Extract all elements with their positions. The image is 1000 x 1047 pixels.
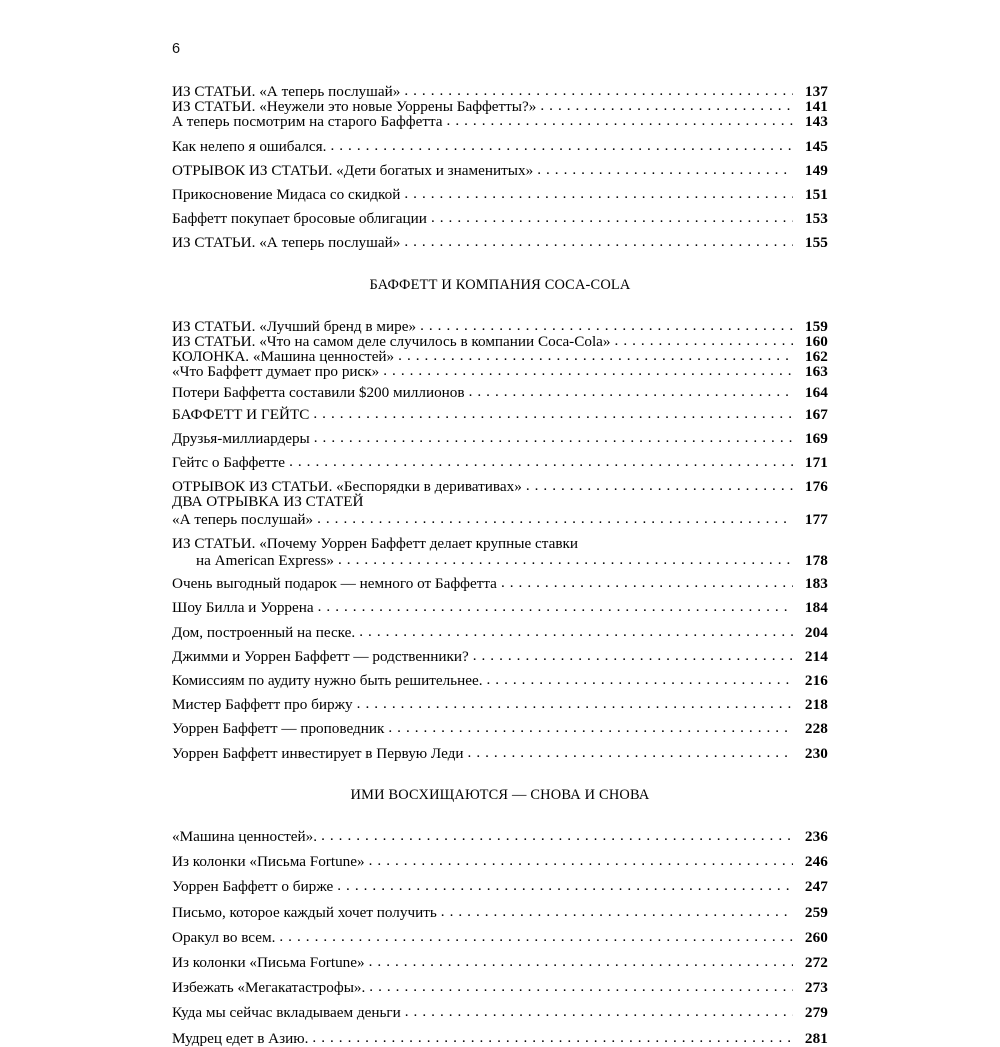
spacer [172, 804, 828, 829]
toc-entry[interactable] [172, 99, 828, 114]
toc-entry-page-number: 228 [804, 720, 828, 738]
toc-entry-title: ОТРЫВОК ИЗ СТАТЬИ. «Дети богатых и знаменитых» [172, 161, 534, 179]
toc-entry-page-number: 281 [804, 1029, 828, 1047]
toc-entry[interactable] [172, 673, 828, 688]
toc-entry-page-number: 143 [804, 113, 828, 131]
toc-entry[interactable] [172, 576, 828, 591]
toc-entry-title: «Машина ценностей». [172, 827, 318, 845]
toc-entry[interactable] [172, 879, 828, 894]
toc-leader-dots [337, 878, 793, 893]
toc-leader-dots [279, 929, 793, 944]
toc-entry-title: Джимми и Уоррен Баффетт — родственники? [172, 647, 469, 665]
toc-entry-page-number: 177 [804, 510, 828, 528]
toc-leader-dots [369, 979, 793, 994]
toc-entry-title: ИЗ СТАТЬИ. «Почему Уоррен Баффетт делает крупные ставки [172, 534, 579, 552]
toc-leader-dots [404, 83, 793, 98]
toc-entry-title: Друзья-миллиардеры [172, 429, 310, 447]
toc-leader-dots [431, 210, 793, 225]
toc-entry[interactable] [172, 980, 828, 995]
toc-entry-title: Мистер Баффетт про биржу [172, 696, 353, 714]
toc-entry-page-number: 159 [804, 317, 828, 335]
toc-section-heading: БАФФЕТТ И КОМПАНИЯ COCA-COLA [369, 276, 631, 293]
toc-leader-dots [469, 384, 793, 399]
toc-entry[interactable] [172, 407, 828, 422]
toc-entry-page-number: 162 [804, 348, 828, 366]
toc-entry-title: Уоррен Баффетт о бирже [172, 878, 334, 896]
toc-entry-page-number: 279 [804, 1004, 828, 1022]
toc-entry-title: Мудрец едет в Азию. [172, 1029, 309, 1047]
toc-entry-title: Баффетт покупает бросовые облигации [172, 210, 427, 228]
toc-entry-page-number: 145 [804, 137, 828, 155]
toc-entry[interactable] [172, 479, 828, 494]
toc-leader-dots [359, 624, 793, 639]
toc-entry[interactable] [172, 625, 828, 640]
toc-entry-page-number: 178 [804, 552, 828, 570]
toc-entry[interactable] [172, 553, 828, 568]
toc-leader-dots [318, 599, 793, 614]
toc-entry-page-number: 184 [804, 599, 828, 617]
toc-entry-page-number: 153 [804, 210, 828, 228]
toc-entry[interactable] [172, 494, 828, 509]
toc-leader-dots [526, 478, 793, 493]
toc-entry-page-number: 151 [804, 186, 828, 204]
toc-entry-title: Письмо, которое каждый хочет получить [172, 903, 437, 921]
toc-entry[interactable] [172, 385, 828, 400]
toc-entry-page-number: 176 [804, 478, 828, 496]
toc-entry-page-number: 236 [804, 827, 828, 845]
toc-group [172, 84, 828, 251]
toc-entry[interactable] [172, 854, 828, 869]
toc-entry-page-number: 216 [804, 672, 828, 690]
toc-entry[interactable] [172, 1031, 828, 1046]
toc-leader-dots [383, 363, 793, 378]
toc-leader-dots [330, 138, 793, 153]
toc-leader-dots [314, 430, 793, 445]
toc-entry-title: «Что Баффетт думает про риск» [172, 363, 380, 381]
toc-leader-dots [313, 406, 793, 421]
toc-entry[interactable] [172, 955, 828, 970]
toc-entry-title: Потери Баффетта составили $200 миллионов [172, 384, 465, 402]
toc-entry-title: Уоррен Баффетт инвестирует в Первую Леди [172, 744, 464, 762]
spacer [172, 761, 828, 787]
toc-entry-page-number: 137 [804, 83, 828, 100]
toc-entry[interactable] [172, 455, 828, 470]
toc-leader-dots [398, 348, 793, 363]
toc-leader-dots [321, 828, 793, 843]
toc-entry-page-number: 273 [804, 979, 828, 997]
toc-leader-dots [441, 904, 793, 919]
toc-entry[interactable] [172, 930, 828, 945]
toc-leader-dots [312, 1030, 793, 1045]
toc-group [172, 251, 828, 761]
toc-section-heading: ИМИ ВОСХИЩАЮТСЯ — СНОВА И СНОВА [350, 786, 650, 803]
toc-entry-title: Как нелепо я ошибался. [172, 137, 327, 155]
toc-entry[interactable] [172, 139, 828, 154]
toc-leader-dots [369, 954, 793, 969]
toc-entry-title: «А теперь послушай» [172, 510, 314, 528]
toc-entry[interactable] [172, 334, 828, 349]
toc-entry-page-number: 149 [804, 161, 828, 179]
toc-entry[interactable] [172, 187, 828, 202]
toc-entry-title: БАФФЕТТ И ГЕЙТС [172, 405, 310, 423]
spacer [172, 294, 828, 319]
toc-entry-title: Шоу Билла и Уоррена [172, 599, 314, 617]
toc-entry[interactable] [172, 829, 828, 844]
toc-entry-title: Прикосновение Мидаса со скидкой [172, 186, 401, 204]
toc-entry-title: ДВА ОТРЫВКА ИЗ СТАТЕЙ [172, 493, 364, 511]
toc-entry-title: Гейтс о Баффетте [172, 454, 286, 472]
toc-entry-title: ИЗ СТАТЬИ. «Неужели это новые Уоррены Баффетты?» [172, 98, 537, 116]
toc-leader-dots [473, 648, 793, 663]
toc-entry-page-number: 260 [804, 928, 828, 946]
toc-entry-page-number: 214 [804, 647, 828, 665]
toc-entry-title: Очень выгодный подарок — немного от Баффетта [172, 575, 497, 593]
toc-leader-dots [388, 720, 793, 735]
toc-entry-page-number: 155 [804, 234, 828, 252]
toc-entry-title: ИЗ СТАТЬИ. «Что на самом деле случилось в компании Coca-Cola» [172, 332, 611, 350]
toc-entry-page-number: 246 [804, 853, 828, 871]
toc-entry[interactable] [172, 163, 828, 178]
toc-entry-title: Из колонки «Письма Fortune» [172, 953, 365, 971]
toc-entry[interactable] [172, 697, 828, 712]
toc-entry-page-number: 171 [804, 454, 828, 472]
toc-entry[interactable] [172, 431, 828, 446]
toc-entry-title: ИЗ СТАТЬИ. «А теперь послушай» [172, 234, 401, 252]
toc-leader-dots [289, 454, 793, 469]
toc-entry-title: Оракул во всем. [172, 928, 276, 946]
toc-entry-page-number: 164 [804, 384, 828, 402]
toc-leader-dots [615, 333, 793, 348]
toc-leader-dots [338, 552, 793, 567]
toc-leader-dots [447, 113, 793, 128]
toc-entry-page-number: 230 [804, 744, 828, 762]
toc-entry[interactable] [172, 84, 828, 99]
toc-entry-title: на American Express» [196, 552, 335, 570]
toc-entry-title: ИЗ СТАТЬИ. «Лучший бренд в мире» [172, 317, 417, 335]
toc-leader-dots [404, 234, 793, 249]
toc-entry-title: Дом, построенный на песке. [172, 623, 356, 641]
toc-entry[interactable] [172, 600, 828, 615]
toc-entry[interactable] [172, 364, 828, 379]
toc-entry-page-number: 167 [804, 405, 828, 423]
toc-entry[interactable] [172, 349, 828, 364]
toc-entry[interactable] [172, 211, 828, 226]
toc-entry[interactable] [172, 319, 828, 334]
toc-leader-dots [468, 745, 793, 760]
toc-leader-dots [487, 672, 794, 687]
toc-group [172, 761, 828, 1046]
toc-entry-page-number: 183 [804, 575, 828, 593]
toc-entry-title: А теперь посмотрим на старого Баффетта [172, 113, 443, 131]
toc-entry[interactable] [172, 114, 828, 129]
toc-entry[interactable] [172, 746, 828, 761]
toc-leader-dots [404, 186, 793, 201]
toc-entry-title: Уоррен Баффетт — проповедник [172, 720, 385, 738]
toc-entry-title: ИЗ СТАТЬИ. «А теперь послушай» [172, 83, 401, 100]
table-of-contents [172, 84, 828, 1046]
toc-leader-dots [405, 1004, 793, 1019]
toc-leader-dots [501, 575, 793, 590]
toc-entry-title: Комиссиям по аудиту нужно быть решительнее. [172, 672, 483, 690]
toc-leader-dots [537, 162, 793, 177]
toc-entry-page-number: 141 [804, 98, 828, 116]
toc-leader-dots [357, 696, 793, 711]
toc-entry[interactable] [172, 1005, 828, 1020]
toc-entry-page-number: 163 [804, 363, 828, 381]
toc-leader-dots [540, 98, 793, 113]
toc-entry-title: КОЛОНКА. «Машина ценностей» [172, 348, 395, 366]
toc-leader-dots [369, 853, 793, 868]
toc-entry[interactable] [172, 905, 828, 920]
toc-entry-title: Избежать «Мегакатастрофы». [172, 979, 366, 997]
toc-entry[interactable] [172, 536, 828, 551]
toc-entry-page-number: 272 [804, 953, 828, 971]
toc-entry-page-number: 259 [804, 903, 828, 921]
toc-entry-page-number: 247 [804, 878, 828, 896]
toc-leader-dots [317, 511, 793, 526]
toc-entry-page-number: 218 [804, 696, 828, 714]
toc-entry[interactable] [172, 512, 828, 527]
toc-leader-dots [420, 318, 793, 333]
toc-entry-page-number: 169 [804, 429, 828, 447]
spacer [172, 251, 828, 277]
toc-entry-title: ОТРЫВОК ИЗ СТАТЬИ. «Беспорядки в деривативах» [172, 478, 522, 496]
toc-entry[interactable] [172, 235, 828, 250]
toc-entry-page-number: 204 [804, 623, 828, 641]
toc-entry-title: Куда мы сейчас вкладываем деньги [172, 1004, 401, 1022]
toc-entry[interactable] [172, 649, 828, 664]
toc-entry[interactable] [172, 721, 828, 736]
toc-entry-page-number: 160 [804, 332, 828, 350]
page-folio-number: 6 [172, 41, 181, 57]
toc-entry-title: Из колонки «Письма Fortune» [172, 853, 365, 871]
